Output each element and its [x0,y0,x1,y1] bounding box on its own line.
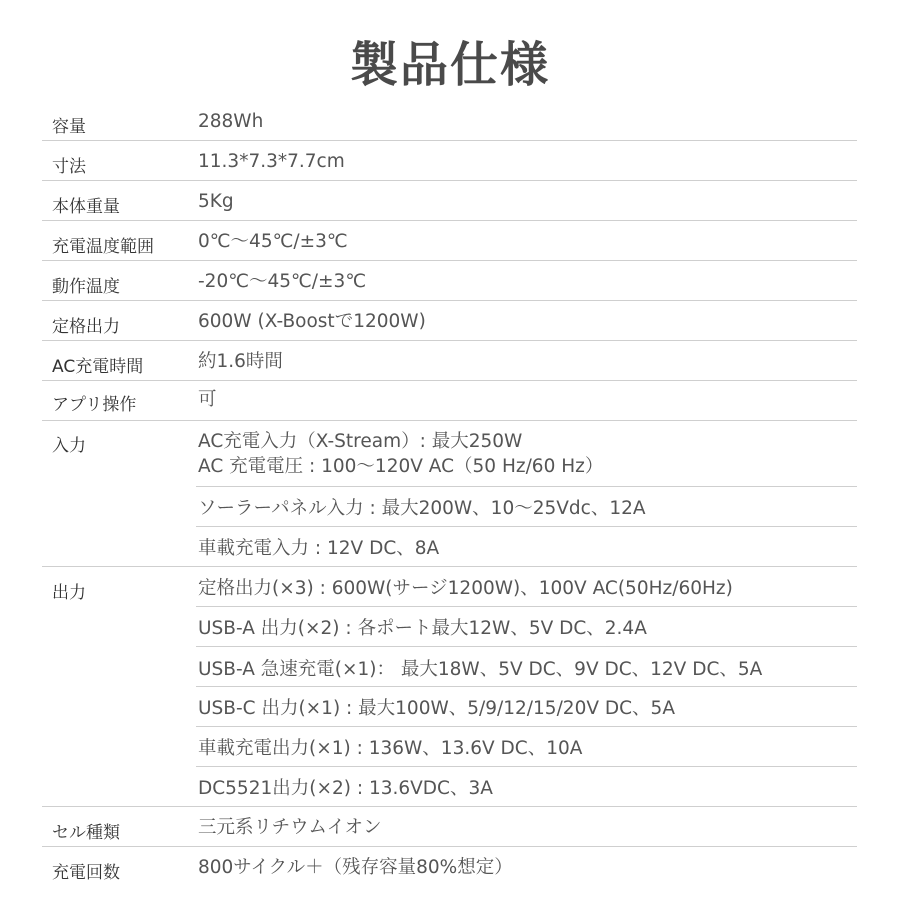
spec-label-rated-output: 定格出力 [52,317,120,337]
spec-value-charge-temp: 0℃〜45℃/±3℃ [198,231,348,252]
spec-value-weight: 5Kg [198,191,234,212]
spec-label-capacity: 容量 [52,117,86,137]
row-divider [42,300,857,301]
spec-value-usb-a-output: USB-A 出力(×2) : 各ポート最大12W、5V DC、2.4A [198,618,647,639]
spec-label-cycles: 充電回数 [52,863,120,883]
row-divider [42,420,857,421]
spec-label-input: 入力 [52,436,86,456]
spec-label-cell-type: セル種類 [52,823,120,843]
spec-value-car-input: 車載充電入力 : 12V DC、8A [198,538,440,559]
spec-label-charge-temp: 充電温度範囲 [52,237,154,257]
spec-value-dc5521-output: DC5521出力(×2) : 13.6VDC、3A [198,778,493,799]
row-divider [42,806,857,807]
sub-row-divider [196,606,857,607]
spec-value-dimensions: 11.3*7.3*7.7cm [198,151,345,172]
spec-label-weight: 本体重量 [52,197,120,217]
row-divider [42,260,857,261]
spec-value-ac-output: 定格出力(×3) : 600W(サージ1200W)、100V AC(50Hz/60Hz) [198,578,733,599]
spec-value-usb-c-output: USB-C 出力(×1) : 最大100W、5/9/12/15/20V DC、5A [198,698,675,719]
spec-label-ac-charge-time: AC充電時間 [52,357,144,377]
spec-value-operating-temp: -20℃〜45℃/±3℃ [198,271,367,292]
sub-row-divider [196,766,857,767]
spec-value-ac-input: AC充電入力（X-Stream）: 最大250W [198,431,523,452]
spec-value-cell-type: 三元系リチウムイオン [198,817,382,838]
row-divider [42,140,857,141]
spec-value-app-control: 可 [198,389,217,410]
spec-label-app-control: アプリ操作 [52,395,137,415]
row-divider [42,846,857,847]
row-divider [42,180,857,181]
sub-row-divider [196,486,857,487]
spec-value-solar-input: ソーラーパネル入力 : 最大200W、10〜25Vdc、12A [198,498,646,519]
spec-label-dimensions: 寸法 [52,157,86,177]
sub-row-divider [196,526,857,527]
sub-row-divider [196,646,857,647]
row-divider [42,220,857,221]
spec-value-rated-output: 600W (X-Boostで1200W) [198,311,426,332]
sub-row-divider [196,686,857,687]
spec-value-usb-a-fast: USB-A 急速充電(×1)： 最大18W、5V DC、9V DC、12V DC、5A [198,659,763,680]
spec-value-ac-charge-time: 約1.6時間 [198,351,283,372]
sub-row-divider [196,726,857,727]
spec-value-capacity: 288Wh [198,111,264,132]
spec-label-output: 出力 [52,583,86,603]
spec-label-operating-temp: 動作温度 [52,277,120,297]
spec-value-car-output: 車載充電出力(×1) : 136W、13.6V DC、10A [198,738,583,759]
page-title: 製品仕様 [349,37,550,93]
row-divider [42,380,857,381]
spec-value-ac-voltage: AC 充電電圧 : 100〜120V AC（50 Hz/60 Hz） [198,456,604,477]
spec-value-cycles: 800サイクル＋（残存容量80%想定） [198,857,513,878]
row-divider [42,340,857,341]
row-divider [42,566,857,567]
